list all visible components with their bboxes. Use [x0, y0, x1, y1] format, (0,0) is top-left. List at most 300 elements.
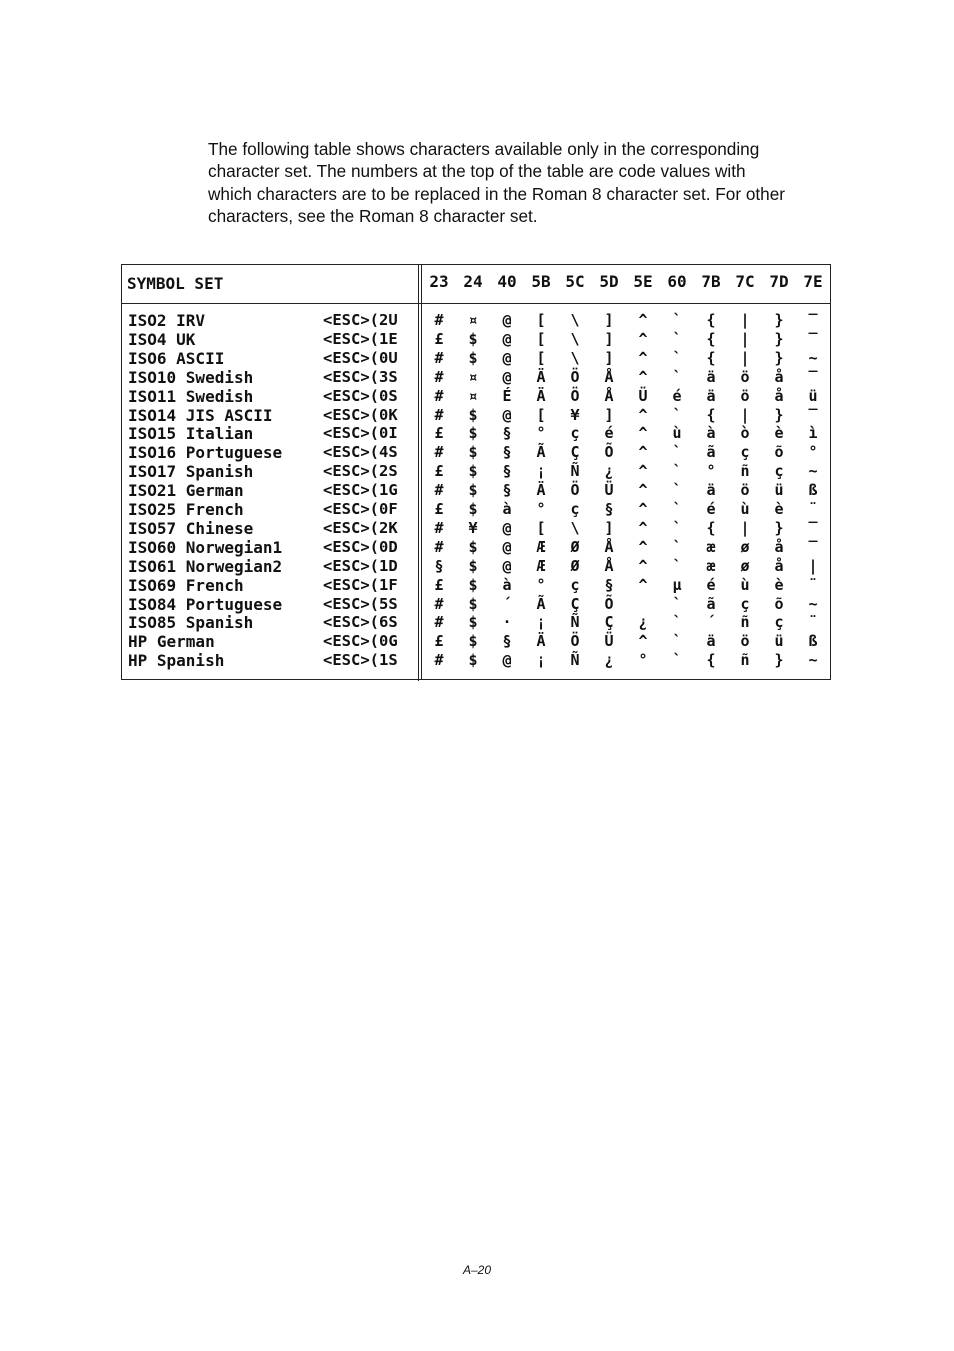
escape-sequence: <ESC>(3S: [323, 367, 398, 386]
escape-sequence: <ESC>(0F: [323, 500, 398, 518]
character-cell: ç: [740, 443, 750, 462]
character-cell: $: [468, 329, 478, 348]
character-cell: Ñ: [570, 462, 580, 481]
character-cell: [: [536, 518, 546, 537]
character-cell: °: [536, 575, 546, 594]
character-cell: ]: [604, 518, 614, 537]
character-cell: Ç: [570, 594, 580, 613]
escape-sequence: <ESC>(1G: [323, 481, 398, 500]
code-header-cell: 7E: [803, 272, 823, 291]
code-header-cell: 7B: [701, 272, 721, 291]
intro-line: The following table shows characters available only in the corresponding: [208, 139, 760, 159]
character-cell: }: [774, 348, 784, 367]
character-cell: å: [774, 556, 784, 575]
character-cell: °: [808, 443, 818, 462]
character-cell: å: [774, 386, 784, 405]
character-cell: }: [774, 329, 784, 348]
escape-sequence: <ESC>(2K: [323, 518, 398, 537]
character-cell: ]: [604, 329, 614, 348]
character-cell: $: [468, 424, 478, 443]
code-header-cell: 24: [463, 272, 483, 291]
character-cell: #: [434, 518, 444, 537]
character-cell: {: [706, 651, 716, 670]
character-cell: Ö: [570, 632, 580, 651]
character-cell: `: [672, 632, 682, 651]
table-row: [122, 406, 830, 425]
character-cell: @: [502, 518, 512, 537]
character-cell: ‾: [808, 311, 818, 329]
character-cell: £: [434, 575, 444, 594]
character-cell: °: [638, 651, 648, 670]
character-cell: Å: [604, 537, 614, 556]
character-cell: ^: [638, 405, 648, 424]
symbol-set-table: [121, 264, 831, 680]
character-cell: ‾: [808, 518, 818, 537]
character-cell: Ü: [638, 386, 648, 405]
table-row: [122, 632, 830, 651]
table-row: [122, 443, 830, 462]
character-cell: $: [468, 632, 478, 651]
character-cell: $: [468, 348, 478, 367]
character-cell: ç: [740, 594, 750, 613]
character-cell: ñ: [740, 462, 750, 481]
code-header-cell: 7D: [769, 272, 789, 291]
table-row: [122, 368, 830, 387]
character-cell: [: [536, 311, 546, 329]
character-cell: $: [468, 500, 478, 518]
character-cell: ¨: [808, 613, 818, 632]
character-cell: `: [672, 537, 682, 556]
character-cell: Ã: [536, 594, 546, 613]
character-cell: `: [672, 613, 682, 632]
character-cell: æ: [706, 537, 716, 556]
character-cell: §: [502, 424, 512, 443]
character-cell: Ç: [604, 613, 614, 632]
character-cell: {: [706, 518, 716, 537]
character-cell: é: [706, 500, 716, 518]
character-cell: ö: [740, 632, 750, 651]
table-row: [122, 424, 830, 443]
character-cell: ^: [638, 632, 648, 651]
character-cell: É: [502, 386, 512, 405]
character-cell: $: [468, 613, 478, 632]
character-cell: #: [434, 311, 444, 329]
character-cell: £: [434, 500, 444, 518]
character-cell: ]: [604, 348, 614, 367]
character-cell: Ç: [570, 443, 580, 462]
character-cell: ~: [808, 462, 818, 481]
character-cell: Ã: [536, 443, 546, 462]
symbol-set-name: ISO57 Chinese: [128, 518, 254, 538]
character-cell: `: [672, 651, 682, 670]
character-cell: £: [434, 632, 444, 651]
character-cell: {: [706, 329, 716, 348]
character-cell: é: [672, 386, 682, 405]
character-cell: ç: [774, 462, 784, 481]
character-cell: |: [740, 311, 750, 329]
character-cell: ¡: [536, 651, 546, 670]
symbol-set-name: HP Spanish: [128, 651, 225, 671]
symbol-set-name: ISO84 Portuguese: [128, 594, 283, 614]
character-cell: ü: [774, 481, 784, 500]
symbol-set-name: ISO2 IRV: [128, 311, 206, 330]
character-cell: ù: [672, 424, 682, 443]
character-cell: ¨: [808, 575, 818, 594]
character-cell: $: [468, 443, 478, 462]
character-cell: `: [672, 329, 682, 348]
character-cell: }: [774, 311, 784, 329]
character-cell: ä: [706, 367, 716, 386]
character-cell: |: [740, 518, 750, 537]
character-cell: Ö: [570, 481, 580, 500]
character-cell: Å: [604, 386, 614, 405]
character-cell: §: [502, 443, 512, 462]
character-cell: ^: [638, 367, 648, 386]
character-cell: ^: [638, 424, 648, 443]
character-cell: ¿: [638, 613, 648, 632]
character-cell: `: [672, 462, 682, 481]
character-cell: `: [672, 500, 682, 518]
character-cell: ´: [502, 594, 512, 613]
table-row: [122, 462, 830, 481]
character-cell: £: [434, 424, 444, 443]
character-cell: ]: [604, 405, 614, 424]
code-header-cell: 23: [429, 272, 449, 291]
character-cell: @: [502, 405, 512, 424]
character-cell: ñ: [740, 613, 750, 632]
symbol-set-name: ISO21 German: [128, 481, 244, 501]
character-cell: ‾: [808, 537, 818, 556]
symbol-set-name: ISO16 Portuguese: [128, 443, 283, 463]
character-cell: Å: [604, 556, 614, 575]
character-cell: ^: [638, 329, 648, 348]
escape-sequence: <ESC>(0I: [323, 424, 398, 443]
table-row: [122, 330, 830, 349]
escape-sequence: <ESC>(1F: [323, 575, 398, 594]
code-header-cell: 40: [497, 272, 517, 291]
escape-sequence: <ESC>(1S: [323, 651, 398, 670]
code-header-cell: 60: [667, 272, 687, 291]
character-cell: ^: [638, 443, 648, 462]
character-cell: ¤: [468, 367, 478, 386]
symbol-set-name: ISO6 ASCII: [128, 348, 225, 368]
code-header-cell: 5B: [531, 272, 551, 291]
character-cell: ø: [740, 556, 750, 575]
character-cell: $: [468, 575, 478, 594]
escape-sequence: <ESC>(1D: [323, 556, 398, 575]
escape-sequence: <ESC>(1E: [323, 329, 398, 348]
character-cell: Õ: [604, 443, 614, 462]
table-row: [122, 576, 830, 595]
character-cell: ^: [638, 537, 648, 556]
symbol-set-name: ISO14 JIS ASCII: [128, 405, 273, 425]
character-cell: @: [502, 311, 512, 329]
character-cell: ß: [808, 481, 818, 500]
character-cell: ø: [740, 537, 750, 556]
character-cell: ¨: [808, 500, 818, 518]
character-cell: }: [774, 651, 784, 670]
character-cell: ã: [706, 594, 716, 613]
character-cell: #: [434, 405, 444, 424]
character-cell: @: [502, 348, 512, 367]
character-cell: ç: [570, 500, 580, 518]
page-number: A–20: [462, 1263, 492, 1277]
code-header-cell: 5C: [565, 272, 585, 291]
character-cell: ‾: [808, 329, 818, 348]
character-cell: \: [570, 311, 580, 329]
character-cell: §: [434, 556, 444, 575]
escape-sequence: <ESC>(0G: [323, 632, 398, 651]
character-cell: `: [672, 311, 682, 329]
character-cell: ä: [706, 481, 716, 500]
character-cell: |: [740, 348, 750, 367]
character-cell: å: [774, 537, 784, 556]
character-cell: Õ: [604, 594, 614, 613]
escape-sequence: <ESC>(2U: [323, 311, 398, 329]
intro-line: characters, see the Roman 8 character set.: [208, 205, 538, 226]
symbol-set-name: ISO61 Norwegian2: [128, 556, 283, 576]
character-cell: @: [502, 537, 512, 556]
character-cell: µ: [672, 575, 682, 594]
character-cell: @: [502, 367, 512, 386]
character-cell: $: [468, 556, 478, 575]
character-cell: ¤: [468, 386, 478, 405]
character-cell: å: [774, 367, 784, 386]
character-cell: Ø: [570, 556, 580, 575]
character-cell: $: [468, 405, 478, 424]
character-cell: õ: [774, 594, 784, 613]
character-cell: #: [434, 367, 444, 386]
character-cell: §: [502, 462, 512, 481]
character-cell: #: [434, 594, 444, 613]
table-row: [122, 481, 830, 500]
table-row: [122, 311, 830, 330]
character-cell: \: [570, 518, 580, 537]
character-cell: `: [672, 405, 682, 424]
character-cell: Ñ: [570, 613, 580, 632]
character-cell: #: [434, 348, 444, 367]
character-cell: è: [774, 575, 784, 594]
character-cell: ¿: [604, 651, 614, 670]
character-cell: Ö: [570, 367, 580, 386]
escape-sequence: <ESC>(0S: [323, 386, 398, 405]
escape-sequence: <ESC>(6S: [323, 613, 398, 632]
character-cell: $: [468, 462, 478, 481]
symbol-set-name: HP German: [128, 632, 215, 652]
character-cell: æ: [706, 556, 716, 575]
escape-sequence: <ESC>(0K: [323, 405, 398, 424]
character-cell: §: [604, 575, 614, 594]
character-cell: £: [434, 462, 444, 481]
character-cell: $: [468, 537, 478, 556]
character-cell: Ä: [536, 481, 546, 500]
character-cell: ã: [706, 443, 716, 462]
character-cell: Æ: [536, 537, 546, 556]
character-cell: #: [434, 481, 444, 500]
character-cell: $: [468, 594, 478, 613]
character-cell: ö: [740, 481, 750, 500]
character-cell: ~: [808, 651, 818, 670]
character-cell: ]: [604, 311, 614, 329]
character-cell: |: [740, 405, 750, 424]
character-cell: ç: [570, 575, 580, 594]
character-cell: #: [434, 651, 444, 670]
character-cell: @: [502, 556, 512, 575]
character-cell: ~: [808, 348, 818, 367]
symbol-set-name: ISO15 Italian: [128, 424, 254, 444]
code-header-cell: 5D: [599, 272, 619, 291]
character-cell: ¡: [536, 613, 546, 632]
character-cell: #: [434, 613, 444, 632]
table-row: [122, 519, 830, 538]
character-cell: §: [502, 632, 512, 651]
symbol-set-name: ISO60 Norwegian1: [128, 537, 283, 557]
character-cell: Ä: [536, 367, 546, 386]
symbol-set-name: ISO10 Swedish: [128, 367, 254, 387]
character-cell: ù: [740, 500, 750, 518]
character-cell: ¤: [468, 311, 478, 329]
character-cell: °: [536, 500, 546, 518]
table-row: [122, 613, 830, 632]
character-cell: ù: [740, 575, 750, 594]
escape-sequence: <ESC>(0D: [323, 537, 398, 556]
character-cell: è: [774, 424, 784, 443]
character-cell: à: [502, 500, 512, 518]
character-cell: ¥: [468, 518, 478, 537]
character-cell: Å: [604, 367, 614, 386]
escape-sequence: <ESC>(0U: [323, 348, 398, 367]
escape-sequence: <ESC>(4S: [323, 443, 398, 462]
character-cell: ~: [808, 594, 818, 613]
character-cell: #: [434, 537, 444, 556]
character-cell: ·: [502, 613, 512, 632]
character-cell: é: [706, 575, 716, 594]
character-cell: £: [434, 329, 444, 348]
character-cell: Ö: [570, 386, 580, 405]
character-cell: ^: [638, 518, 648, 537]
symbol-set-name: ISO85 Spanish: [128, 613, 254, 633]
character-cell: ä: [706, 386, 716, 405]
character-cell: ç: [774, 613, 784, 632]
character-cell: #: [434, 443, 444, 462]
character-cell: \: [570, 329, 580, 348]
character-cell: $: [468, 651, 478, 670]
symbol-set-name: ISO11 Swedish: [128, 386, 254, 406]
table-row: [122, 651, 830, 670]
character-cell: `: [672, 443, 682, 462]
character-cell: ^: [638, 556, 648, 575]
character-cell: Ñ: [570, 651, 580, 670]
character-cell: ^: [638, 481, 648, 500]
intro-line: which characters are to be replaced in the Roman 8 character set. For other: [208, 183, 786, 204]
character-cell: |: [808, 556, 818, 575]
character-cell: §: [502, 481, 512, 500]
character-cell: ü: [808, 386, 818, 405]
character-cell: à: [502, 575, 512, 594]
header-symbol-set: SYMBOL SET: [127, 274, 224, 293]
character-cell: õ: [774, 443, 784, 462]
table-row: [122, 538, 830, 557]
character-cell: §: [604, 500, 614, 518]
table-row: [122, 500, 830, 519]
character-cell: `: [672, 518, 682, 537]
character-cell: ^: [638, 348, 648, 367]
character-cell: ì: [808, 424, 818, 443]
character-cell: ü: [774, 632, 784, 651]
character-cell: ^: [638, 311, 648, 329]
character-cell: ´: [706, 613, 716, 632]
character-cell: ^: [638, 575, 648, 594]
character-cell: ¿: [604, 462, 614, 481]
character-cell: `: [672, 556, 682, 575]
code-header-cell: 5E: [633, 272, 653, 291]
character-cell: [: [536, 348, 546, 367]
character-cell: `: [672, 348, 682, 367]
character-cell: ö: [740, 367, 750, 386]
character-cell: ö: [740, 386, 750, 405]
intro-line: character set. The numbers at the top of the table are code values with: [208, 161, 746, 182]
header-divider: [122, 303, 830, 304]
character-cell: `: [672, 481, 682, 500]
character-cell: Ø: [570, 537, 580, 556]
table-row: [122, 557, 830, 576]
character-cell: ò: [740, 424, 750, 443]
character-cell: [: [536, 329, 546, 348]
character-cell: $: [468, 481, 478, 500]
table-row: [122, 349, 830, 368]
character-cell: Ü: [604, 481, 614, 500]
character-cell: ç: [570, 424, 580, 443]
symbol-set-name: ISO17 Spanish: [128, 462, 254, 482]
symbol-set-name: ISO25 French: [128, 500, 244, 519]
character-cell: °: [536, 424, 546, 443]
character-cell: Ä: [536, 632, 546, 651]
character-cell: à: [706, 424, 716, 443]
character-cell: ¡: [536, 462, 546, 481]
character-cell: {: [706, 405, 716, 424]
character-cell: é: [604, 424, 614, 443]
character-cell: `: [672, 594, 682, 613]
character-cell: Ä: [536, 386, 546, 405]
code-header-cell: 7C: [735, 272, 755, 291]
character-cell: ä: [706, 632, 716, 651]
character-cell: \: [570, 348, 580, 367]
character-cell: Æ: [536, 556, 546, 575]
character-cell: ^: [638, 500, 648, 518]
character-cell: `: [672, 367, 682, 386]
character-cell: |: [740, 329, 750, 348]
table-row: [122, 387, 830, 406]
character-cell: °: [706, 462, 716, 481]
character-cell: ^: [638, 462, 648, 481]
symbol-set-name: ISO4 UK: [128, 329, 196, 349]
intro-paragraph: [208, 138, 858, 227]
character-cell: ß: [808, 632, 818, 651]
escape-sequence: <ESC>(2S: [323, 462, 398, 481]
character-cell: ¥: [570, 405, 580, 424]
character-cell: ñ: [740, 651, 750, 670]
character-cell: è: [774, 500, 784, 518]
character-cell: @: [502, 651, 512, 670]
character-cell: {: [706, 348, 716, 367]
escape-sequence: <ESC>(5S: [323, 594, 398, 613]
character-cell: Ü: [604, 632, 614, 651]
character-cell: }: [774, 518, 784, 537]
character-cell: ‾: [808, 405, 818, 424]
character-cell: }: [774, 405, 784, 424]
character-cell: [: [536, 405, 546, 424]
character-cell: {: [706, 311, 716, 329]
